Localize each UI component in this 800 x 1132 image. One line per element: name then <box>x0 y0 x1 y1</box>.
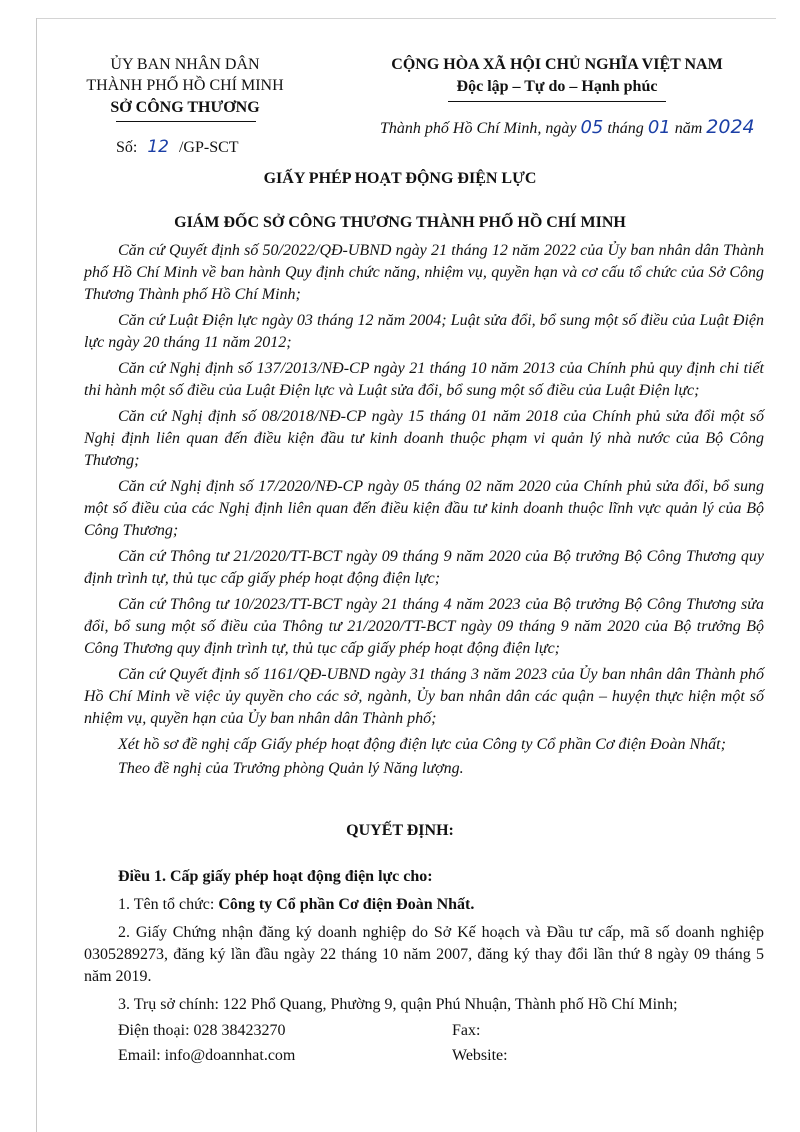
nation-underline <box>448 101 666 102</box>
date-month-label: tháng <box>607 120 644 137</box>
article-1-heading: Điều 1. Cấp giấy phép hoạt động điện lực cho: <box>118 868 433 885</box>
preamble <box>84 240 764 784</box>
preamble-item: Căn cứ Nghị định số 08/2018/NĐ-CP ngày 15 tháng 01 năm 2018 của Chính phủ sửa đổi một số Nghị định liên quan đến điều kiện đầu tư kinh doanh thuộc phạm vi quản lý nhà nước của Bộ Công Thương; <box>84 408 764 469</box>
number-suffix: /GP-SCT <box>178 139 239 156</box>
document-number <box>116 137 239 157</box>
date-month: 01 <box>647 117 671 138</box>
issue-date <box>380 116 755 138</box>
org-line-2: THÀNH PHỐ HỒ CHÍ MINH <box>86 77 284 94</box>
number-handwritten: 12 <box>147 137 169 157</box>
number-prefix: Số: <box>116 139 138 156</box>
article-1-item-1 <box>84 894 764 916</box>
date-day: 05 <box>580 117 604 138</box>
org-line-1: ỦY BAN NHÂN DÂN <box>110 56 260 73</box>
preamble-item: Căn cứ Nghị định số 17/2020/NĐ-CP ngày 05 tháng 02 năm 2020 của Chính phủ sửa đổi, bổ sung một số điều của các Nghị định liên quan đến điều kiện đầu tư kinh doanh thuộc lĩnh vực quản lý của Bộ Công Thương; <box>84 478 764 539</box>
org-name-label: 1. Tên tổ chức: <box>118 896 215 913</box>
preamble-item: Theo đề nghị của Trưởng phòng Quản lý Năng lượng. <box>118 760 464 777</box>
date-city: Thành phố Hồ Chí Minh, ngày <box>380 120 577 137</box>
contact-website: Website: <box>452 1047 508 1064</box>
preamble-item: Căn cứ Nghị định số 137/2013/NĐ-CP ngày 21 tháng 10 năm 2013 của Chính phủ quy định chi tiết thi hành một số điều của Luật Điện lực và Luật sửa đổi, bổ sung một số điều của Luật Điện lực; <box>84 360 764 399</box>
preamble-item: Xét hồ sơ đề nghị cấp Giấy phép hoạt động điện lực của Công ty Cổ phần Cơ điện Đoàn Nhất; <box>118 736 726 753</box>
org-underline <box>116 121 256 122</box>
nation-line-2: Độc lập – Tự do – Hạnh phúc <box>456 78 658 95</box>
document-title: GIẤY PHÉP HOẠT ĐỘNG ĐIỆN LỰC <box>263 170 537 187</box>
scan-border-top <box>36 18 776 19</box>
preamble-item: Căn cứ Quyết định số 50/2022/QĐ-UBND ngày 21 tháng 12 năm 2022 của Ủy ban nhân dân Thành phố Hồ Chí Minh về ban hành Quy định chức năng, nhiệm vụ, quyền hạn và cơ cấu tổ chức của Sở Công Thương Thành phố Hồ Chí Minh; <box>84 242 764 303</box>
contact-fax: Fax: <box>452 1022 481 1039</box>
contact-email: Email: info@doannhat.com <box>118 1047 296 1064</box>
preamble-item: Căn cứ Luật Điện lực ngày 03 tháng 12 năm 2004; Luật sửa đổi, bổ sung một số điều của Luật Điện lực ngày 20 tháng 11 năm 2012; <box>84 312 764 351</box>
authority-title: GIÁM ĐỐC SỞ CÔNG THƯƠNG THÀNH PHỐ HỒ CHÍ MINH <box>174 214 626 231</box>
date-year-label: năm <box>674 120 703 137</box>
nation-line-1: CỘNG HÒA XÃ HỘI CHỦ NGHĨA VIỆT NAM <box>391 56 723 73</box>
contact-phone: Điện thoại: 028 38423270 <box>118 1022 286 1039</box>
date-year: 2024 <box>706 116 755 138</box>
article-1 <box>84 866 764 1022</box>
article-1-item-2: 2. Giấy Chứng nhận đăng ký doanh nghiệp do Sở Kế hoạch và Đầu tư cấp, mã số doanh nghiệp 0305289273, đăng ký lần đầu ngày 22 tháng 10 năm 2007, đăng ký thay đổi lần thứ 8 ngày 09 tháng 5 năm 2019. <box>84 924 764 985</box>
org-line-3: SỞ CÔNG THƯƠNG <box>110 99 260 116</box>
preamble-item: Căn cứ Quyết định số 1161/QĐ-UBND ngày 31 tháng 3 năm 2023 của Ủy ban nhân dân Thành phố Hồ Chí Minh về việc ủy quyền cho các sở, ngành, Ủy ban nhân dân các quận – huyện thực hiện một số nhiệm vụ, quyền hạn của Ủy ban nhân dân Thành phố; <box>84 666 764 727</box>
decision-heading: QUYẾT ĐỊNH: <box>346 822 454 839</box>
article-1-item-3: 3. Trụ sở chính: 122 Phổ Quang, Phường 9, quận Phú Nhuận, Thành phố Hồ Chí Minh; <box>118 996 678 1013</box>
org-name-value: Công ty Cổ phần Cơ điện Đoàn Nhất. <box>218 896 475 913</box>
preamble-item: Căn cứ Thông tư 21/2020/TT-BCT ngày 09 tháng 9 năm 2020 của Bộ trưởng Bộ Công Thương quy định trình tự, thủ tục cấp giấy phép hoạt động điện lực; <box>84 548 764 587</box>
preamble-item: Căn cứ Thông tư 10/2023/TT-BCT ngày 21 tháng 4 năm 2023 của Bộ trưởng Bộ Công Thương sửa đổi, bổ sung một số điều của Thông tư 21/2020/TT-BCT ngày 09 tháng 9 năm 2020 của Bộ trưởng Bộ Công Thương quy định trình tự, thủ tục cấp giấy phép hoạt động điện lực; <box>84 596 764 657</box>
